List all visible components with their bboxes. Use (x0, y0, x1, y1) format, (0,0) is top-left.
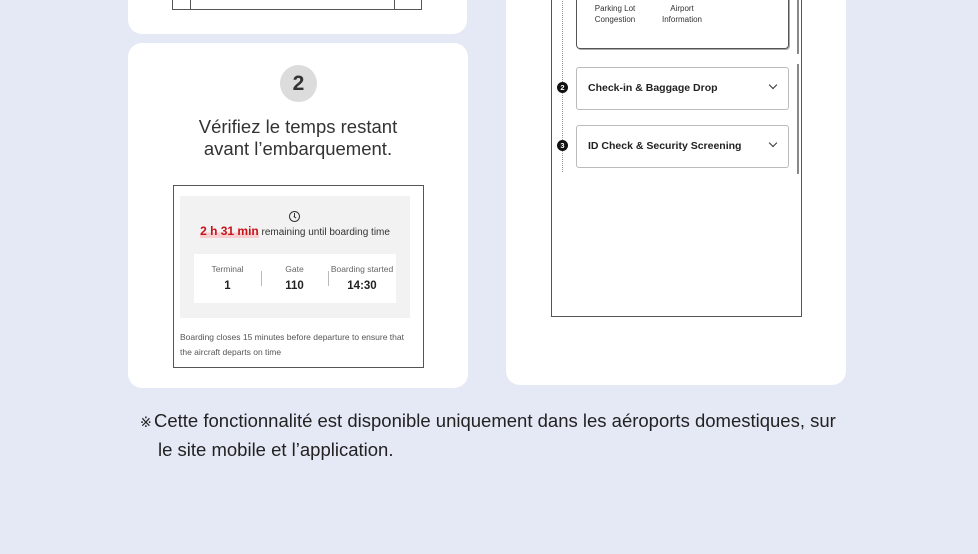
info-value: 110 (285, 280, 304, 292)
remaining-time-text: remaining until boarding time (258, 227, 390, 238)
remaining-time-value: 2 h 31 min (200, 224, 259, 238)
scrollbar[interactable] (797, 0, 799, 54)
chevron-down-icon (769, 81, 777, 89)
expanded-section-card (576, 0, 789, 49)
availability-footnote (140, 407, 848, 463)
info-label: Terminal (211, 264, 244, 274)
section-number-badge: 2 (557, 82, 568, 93)
step-title-line1: Vérifiez le temps restant (198, 116, 398, 137)
reference-mark: ※ (140, 414, 152, 430)
step1-card (128, 0, 467, 34)
chevron-down-icon (769, 139, 777, 147)
airport-guide-screen (551, 0, 802, 317)
info-value: 14:30 (347, 280, 377, 292)
info-label: Gate (285, 264, 304, 274)
airport-information-link[interactable]: Airport Information (661, 4, 703, 24)
scrollbar[interactable] (797, 64, 799, 174)
step-number-badge: 2 (280, 65, 317, 102)
remaining-time-line (180, 224, 410, 238)
step2-card (128, 43, 468, 388)
info-value: 1 (224, 280, 231, 292)
step-title (128, 116, 468, 160)
section-number-badge: 3 (557, 140, 568, 151)
id-security-accordion[interactable] (576, 125, 789, 168)
boarding-note: Boarding closes 15 minutes before departure to ensure that the aircraft departs on time (180, 332, 404, 357)
step1-phone-frame (172, 0, 422, 10)
step-title-line2: avant l’embarquement. (203, 138, 393, 159)
parking-lot-congestion-link[interactable]: Parking Lot Congestion (594, 4, 636, 24)
info-gate (261, 254, 328, 303)
accordion-label: ID Check & Security Screening (588, 140, 742, 152)
footnote-text: Cette fonctionnalité est disponible uniquement dans les aéroports domestiques, sur le site mobile et l’application. (154, 410, 836, 460)
accordion-label: Check-in & Baggage Drop (588, 82, 718, 94)
boarding-time-screen (173, 185, 424, 368)
checkin-baggage-accordion[interactable] (576, 67, 789, 110)
clock-icon (289, 211, 300, 222)
info-terminal (194, 254, 261, 303)
info-label: Boarding started (330, 264, 394, 274)
info-boarding-started (328, 254, 396, 303)
boarding-time-panel (180, 196, 410, 318)
step-right-card (506, 0, 846, 385)
flight-info-box (194, 254, 396, 303)
